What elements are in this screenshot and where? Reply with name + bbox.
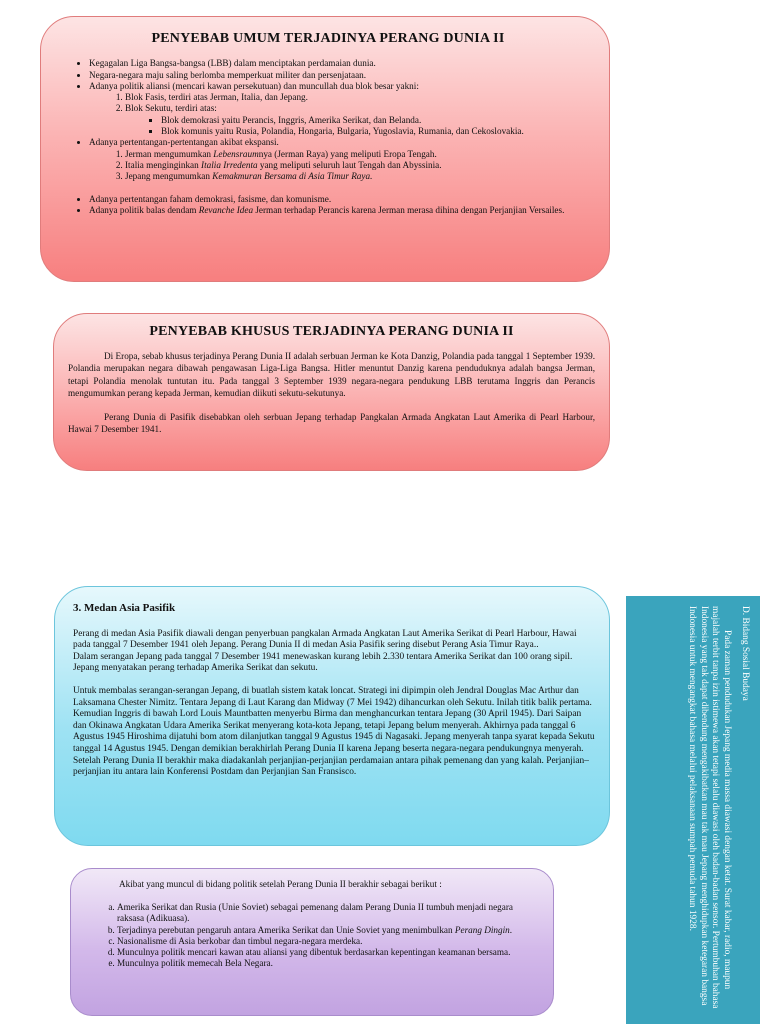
list-item-text: Adanya politik aliansi (mencari kawan persekutuan) dan muncullah dua blok besar yakni: (89, 80, 419, 91)
paragraph: Dalam serangan Jepang pada tanggal 7 Desember 1941 menewaskan kurang lebih 2.330 tentara Amerika Serikat dan 100 orang sipil. Jepang menyatakan perang terhadap Amerika Serikat dan sekutu. (73, 651, 573, 674)
list-item: a. Amerika Serikat dan Rusia (Unie Soviet) sebagai pemenang dalam Perang Dunia II tumbuh menjadi negara raksasa (Adikuasa). (117, 902, 537, 924)
text: Jerman mengumumkan (125, 148, 214, 159)
emphasis: Kemakmuran Bersama di Asia Timur Raya. (212, 171, 373, 182)
list-item-text: Adanya pertentangan-pertentangan akibat ekspansi. (89, 137, 279, 148)
list-item: e. Munculnya politik memecah Bela Negara. (117, 958, 537, 969)
paragraph: Akibat yang muncul di bidang politik setelah Perang Dunia II berakhir sebagai berikut : (119, 879, 442, 889)
specific-causes-title: PENYEBAB KHUSUS TERJADINYA PERANG DUNIA II (149, 324, 514, 339)
list-item-text: Blok Sekutu, terdiri atas: (125, 103, 217, 114)
general-causes-list (69, 58, 587, 216)
social-culture-sidebar (626, 596, 760, 1024)
list-item (117, 925, 537, 936)
specific-causes-box (53, 313, 610, 471)
list-item: d. Munculnya politik mencari kawan atau aliansi yang dibentuk berdasarkan kepentingan keamanan bersama. (117, 947, 537, 958)
emphasis: Italia Irredenta (201, 159, 258, 170)
blocs-list (89, 92, 587, 137)
text: Jerman terhadap Perancis karena Jerman merasa dihina dengan Perjanjian Versailes. (253, 204, 565, 215)
sidebar-title: D. Bidang Sosial Budaya (740, 606, 750, 701)
list-item: 1. Blok Fasis, terdiri atas Jerman, Italia, dan Jepang. (125, 92, 587, 103)
list-item (125, 149, 587, 160)
list-item (125, 160, 587, 171)
paragraph: Untuk membalas serangan-serangan Jepang, di buatlah sistem katak loncat. Strategi ini dipimpin oleh Jendral Douglas Mac Arthur dan Laksamana Chester Nimitz. Tentara Jepang di Laut Karang dan Midway (7 Mei 1942) dihancurkan oleh Sekutu. Inilah titik balik pertama. Kemudian Inggris di bawah Lord Louis Mauntbatten menyerbu Birma dan menghancurkan tentara Jepang (30 April 1945). Dari Saipan dan Okinawa Angkatan Udara Amerika Serikat menyerang kota-kota Jepang, tetapi Jepang belum menyerah. Akhirnya pada tanggal 6 Agustus 1945 Hiroshima dijatuhi bom atom dilanjutkan tanggal 9 Agustus 1945 di Nagasaki. Jepang menyerah tanpa syarat kepada Sekutu tanggal 14 Agustus 1945. Dengan demikian berakhirlah Perang Dunia II karena Jepang beserta negara-negara pendukungnya menyerah. Setelah Perang Dunia II berakhir maka diadakanlah perjanjian-perjanjian perdamaian antara pihak pemenang dan yang kalah. Perjanjian–perjanjian itu antara lain Konferensi Postdam dan Perjanjian San Fransisco. (73, 685, 595, 778)
asia-pacific-box (54, 586, 610, 846)
general-causes-title: PENYEBAB UMUM TERJADINYA PERANG DUNIA II (151, 31, 505, 46)
list-item (125, 171, 587, 182)
emphasis: Perang Dingin (454, 924, 510, 935)
paragraph: Di Eropa, sebab khusus terjadinya Perang Dunia II adalah serbuan Jerman ke Kota Danzig, Polandia pada tanggal 1 September 1939. Polandia merupakan negara dibawah pengawasan Liga-Liga Bangsa. Hitler menuntut Danzig karena penduduknya adalah bangsa Jerman, tetapi Polandia menolak tuntutan itu. Pada tanggal 3 September 1939 negara-negara pendukung LBB terutama Inggris dan Perancis mengumumkan perang kepada Jerman, kemudian diikuti sekutu-sekutunya. (68, 351, 595, 398)
text: nya (Jerman Raya) yang meliputi Eropa Tengah. (258, 148, 437, 159)
section-heading: 3. Medan Asia Pasifik (73, 602, 176, 614)
political-effects-box (70, 868, 554, 1016)
general-causes-box (40, 16, 610, 282)
sidebar-content (626, 596, 760, 1024)
emphasis: Lebensraum (213, 148, 259, 159)
list-item: • Kegagalan Liga Bangsa-bangsa (LBB) dalam menciptakan perdamaian dunia. (89, 58, 587, 69)
list-item (89, 81, 587, 137)
text: Jepang mengumumkan (125, 171, 213, 182)
list-item (89, 137, 587, 193)
list-item: ▪ Blok komunis yaitu Rusia, Polandia, Hongaria, Bulgaria, Yugoslavia, Rumania, dan Cekoslovakia. (161, 126, 587, 137)
text: . (509, 924, 513, 935)
text: Adanya politik balas dendam (89, 204, 199, 215)
text: Terjadinya perebutan pengaruh antara Amerika Serikat dan Unie Soviet yang menimbulkan (117, 924, 455, 935)
paragraph: Perang di medan Asia Pasifik diawali dengan penyerbuan pangkalan Armada Angkatan Laut Amerika Serikat di Pearl Harbour, Hawai pada tanggal 7 Desember 1941 oleh Jepang. Perang Dunia II di medan Asia Pasifik sering disebut Perang Asia Timur Raya.. (73, 628, 577, 651)
list-item (125, 103, 587, 137)
list-item: • Negara-negara maju saling berlomba memperkuat militer dan persenjataan. (89, 70, 587, 81)
expansion-list (89, 149, 587, 183)
list-item: ▪ Blok demokrasi yaitu Perancis, Inggris, Amerika Serikat, dan Belanda. (161, 115, 587, 126)
allied-blocs-list (125, 115, 587, 138)
sidebar-body: Pada zaman pendudukan Jepang media massa diawasi dengan ketat. Surat kabar, radio, maupun majalah terbit tanpa izin istimewa akan tetapi selalu diawasi oleh badan-badan sensor. Pertumbuhan bahasa Indonesia yang tak dapat dibendung mengakibatkan mau tak mau Jepang menghidupkan ketegaran bangsa Indonesia untuk mengangkat bahasa melalui pelaksanaan sumpah pemuda tahun 1928. (686, 606, 733, 1009)
list-item: • Adanya pertentangan faham demokrasi, fasisme, dan komunisme. (89, 194, 587, 205)
text: yang meliputi seluruh laut Tengah dan Abyssinia. (257, 159, 442, 170)
list-item (89, 205, 587, 216)
text: Italia menginginkan (125, 159, 202, 170)
effects-list (87, 902, 537, 969)
list-item: c. Nasionalisme di Asia berkobar dan timbul negara-negara merdeka. (117, 936, 537, 947)
emphasis: Revanche Idea (198, 204, 254, 215)
paragraph: Perang Dunia di Pasifik disebabkan oleh serbuan Jepang terhadap Pangkalan Armada Angkatan Laut Amerika di Pearl Harbour, Hawai 7 Desember 1941. (68, 412, 595, 435)
